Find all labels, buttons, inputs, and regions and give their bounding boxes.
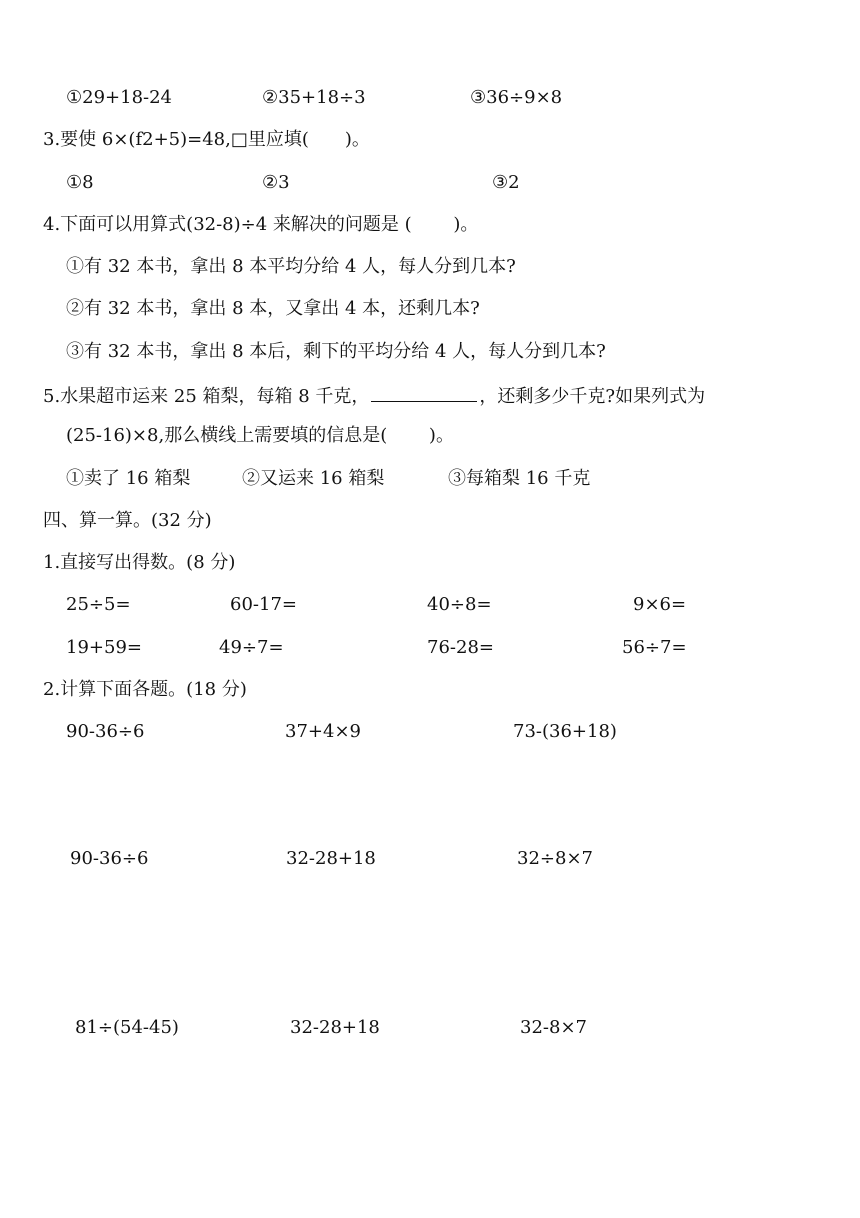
calc-problem: 73-(36+18) (513, 721, 617, 742)
q5-stem-line2: (25-16)×8,那么横线上需要填的信息是( )。 (66, 425, 454, 446)
q5-stem-before-blank: 5.水果超市运来 25 箱梨，每箱 8 千克， (43, 386, 370, 407)
part-2-title: 2.计算下面各题。(18 分) (43, 679, 247, 700)
q5-option-1: ①卖了 16 箱梨 (66, 468, 191, 489)
q3-option-3: ③2 (492, 172, 520, 193)
q4-stem: 4.下面可以用算式(32-8)÷4 来解决的问题是 ( )。 (43, 214, 479, 235)
mental-calc-item: 56÷7= (622, 637, 687, 658)
mental-calc-item: 25÷5= (66, 594, 131, 615)
section-4-title: 四、算一算。(32 分) (43, 510, 212, 531)
mental-calc-item: 19+59= (66, 637, 142, 658)
calc-problem: 37+4×9 (285, 721, 361, 742)
calc-problem: 90-36÷6 (66, 721, 145, 742)
calc-problem: 32-28+18 (290, 1017, 380, 1038)
q5-stem (43, 385, 705, 406)
q4-option-2: ②有 32 本书，拿出 8 本，又拿出 4 本，还剩几本? (66, 298, 480, 319)
q2-option-1: ①29+18-24 (66, 87, 173, 108)
q4-option-3: ③有 32 本书，拿出 8 本后，剩下的平均分给 4 人，每人分到几本? (66, 341, 606, 362)
q5-option-3: ③每箱梨 16 千克 (448, 468, 591, 489)
mental-calc-item: 60-17= (230, 594, 297, 615)
calc-problem: 32-8×7 (520, 1017, 587, 1038)
part-1-title: 1.直接写出得数。(8 分) (43, 552, 236, 573)
q3-option-1: ①8 (66, 172, 94, 193)
mental-calc-item: 76-28= (427, 637, 494, 658)
mental-calc-item: 40÷8= (427, 594, 492, 615)
q4-option-1: ①有 32 本书，拿出 8 本平均分给 4 人，每人分到几本? (66, 256, 516, 277)
q3-option-2: ②3 (262, 172, 290, 193)
mental-calc-item: 49÷7= (219, 637, 284, 658)
calc-problem: 32÷8×7 (517, 848, 593, 869)
calc-problem: 81÷(54-45) (75, 1017, 179, 1038)
q2-option-2: ②35+18÷3 (262, 87, 366, 108)
q2-option-3: ③36÷9×8 (470, 87, 563, 108)
q5-stem-after-blank: ，还剩多少千克?如果列式为 (479, 386, 706, 407)
q5-option-2: ②又运来 16 箱梨 (242, 468, 385, 489)
calc-problem: 90-36÷6 (70, 848, 149, 869)
q5-answer-blank[interactable] (371, 385, 477, 402)
q3-stem: 3.要使 6×(f2+5)=48,□里应填( )。 (43, 129, 370, 150)
mental-calc-item: 9×6= (633, 594, 687, 615)
calc-problem: 32-28+18 (286, 848, 376, 869)
